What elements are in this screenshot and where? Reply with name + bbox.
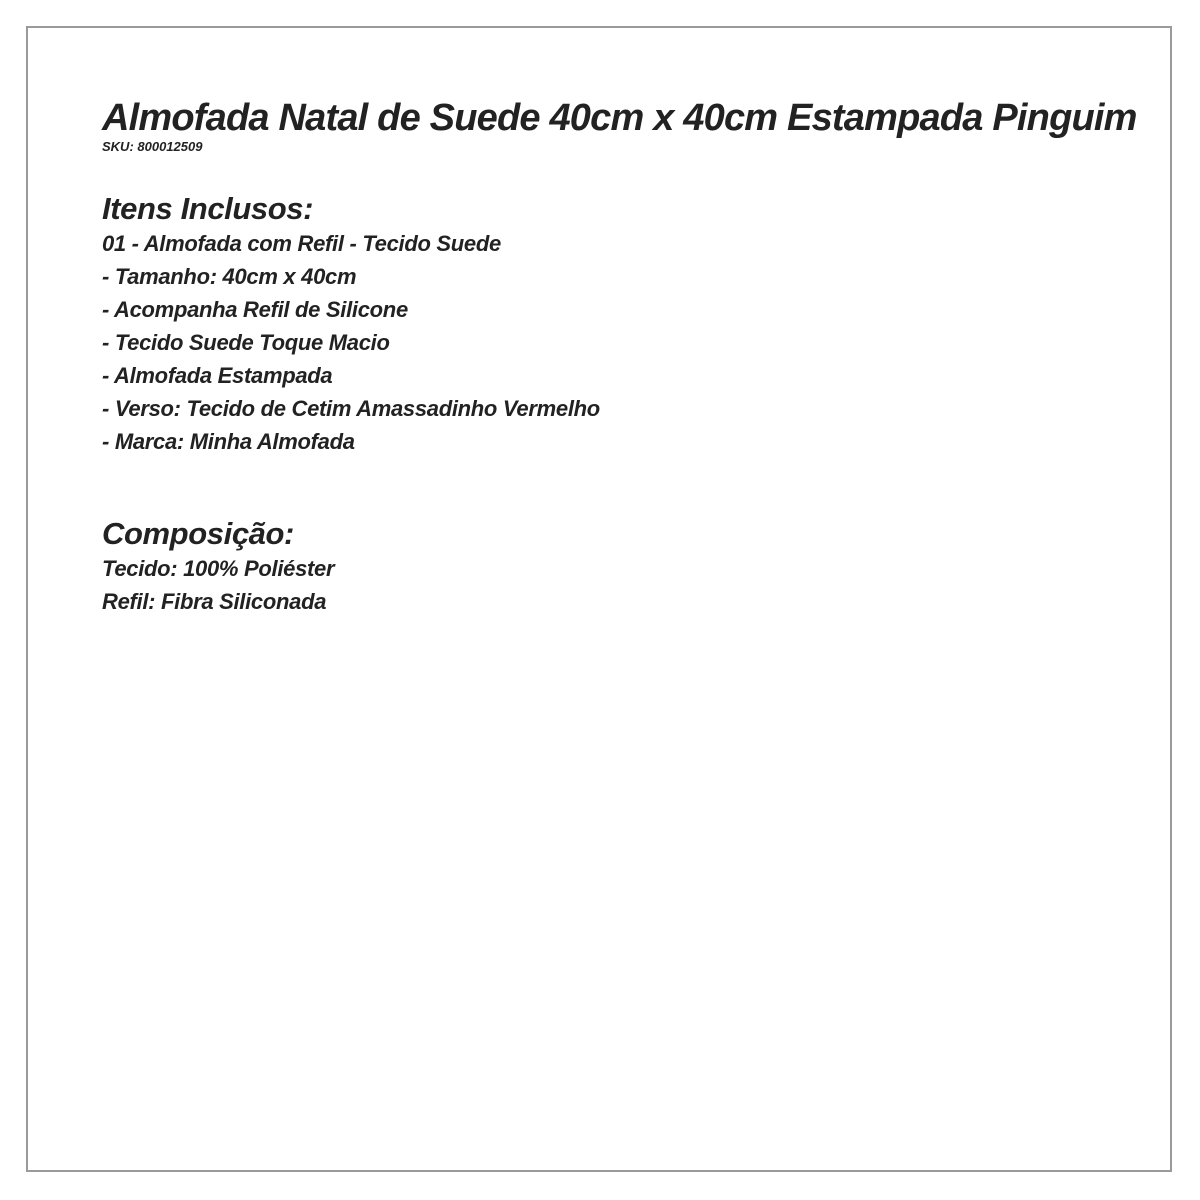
composition-heading: Composição: bbox=[102, 516, 294, 551]
document-frame bbox=[26, 26, 1172, 1172]
included-item: - Tecido Suede Toque Macio bbox=[102, 330, 390, 355]
composition-item: Refil: Fibra Siliconada bbox=[102, 589, 327, 614]
included-item: - Marca: Minha Almofada bbox=[102, 429, 355, 454]
product-description bbox=[102, 96, 1162, 618]
composition-item: Tecido: 100% Poliéster bbox=[102, 556, 335, 581]
included-item: 01 - Almofada com Refil - Tecido Suede bbox=[102, 231, 501, 256]
included-items-heading: Itens Inclusos: bbox=[102, 191, 314, 226]
composition-list bbox=[102, 552, 1162, 618]
included-item: - Verso: Tecido de Cetim Amassadinho Vermelho bbox=[102, 396, 600, 421]
included-item: - Acompanha Refil de Silicone bbox=[102, 297, 408, 322]
included-item: - Almofada Estampada bbox=[102, 363, 333, 388]
included-item: - Tamanho: 40cm x 40cm bbox=[102, 264, 357, 289]
included-items-list bbox=[102, 227, 1162, 458]
product-sku: SKU: 800012509 bbox=[102, 139, 203, 154]
product-title: Almofada Natal de Suede 40cm x 40cm Estampada Pinguim bbox=[102, 97, 1137, 139]
